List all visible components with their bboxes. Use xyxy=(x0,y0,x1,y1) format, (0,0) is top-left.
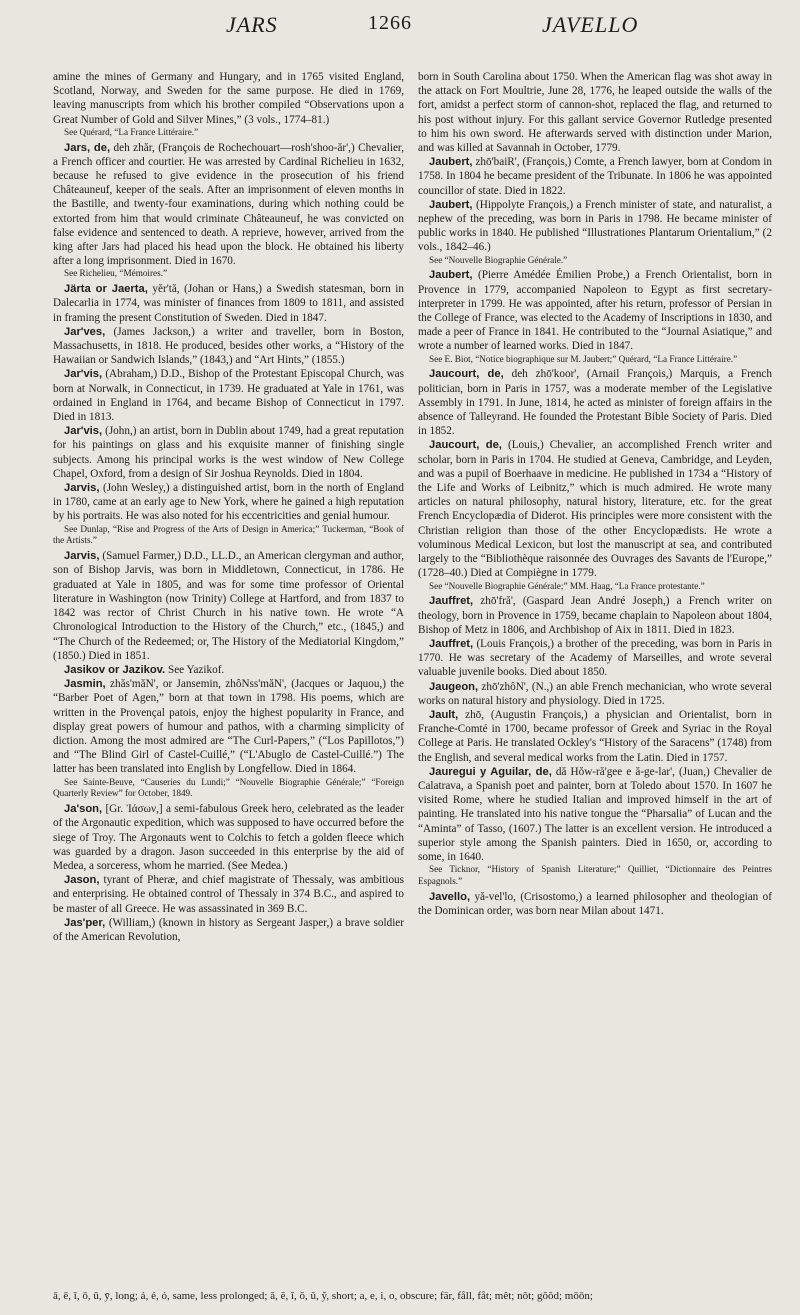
entry-headword: Jaucourt, de, xyxy=(429,368,504,381)
entry-text: born in South Carolina about 1750. When the American flag was shot away in the attack on Fort Moultrie, June 28, 1776, he leaped outside the walls of the fort, amidst a perfect storm of cannon-shot, replaced the flag, and returned to his post without injury. For this gallant service Governor Rutledge presented to him his own sword. He afterwards served with distinction under Marion, and was killed at Savannah in October, 1779. xyxy=(418,71,772,155)
right-column xyxy=(418,70,772,918)
entry-headword: Jar'vis, xyxy=(64,368,103,381)
reference-note: See “Nouvelle Biographie Générale;” MM. Haag, “La France protestante.” xyxy=(429,580,705,591)
entry-headword: Järta or Jaerta, xyxy=(64,283,148,296)
entry-headword: Jar'vis, xyxy=(64,425,103,438)
entry-text: (Pierre Amédée Émilien Probe,) a French Orientalist, born in Provence in 1779, accompanied Napoleon to Egypt as first secretary-interpreter in 1799. He was appointed, after his return, professor of Persian in the College of France, was elected to the Academy of Inscriptions in 1830, and made a peer of France in 1841. He contributed to the “Journal Asiatique,” and wrote a number of learned works. Died in 1847. xyxy=(418,269,772,353)
entry-text: yĕr'tă, (Johan or Hans,) a Swedish statesman, born in Dalecarlia in 1774, was minister of finances from 1809 to 1811, and assisted in framing the present Constitution of Sweden. Died in 1847. xyxy=(53,283,404,324)
left-column xyxy=(53,70,404,944)
entry-headword: Jaubert, xyxy=(429,198,473,211)
dictionary-entry xyxy=(53,677,404,776)
pronunciation-key-footer: ā, ē, ī, ō, ū, ȳ, long; ả, ẻ, ỏ, same, less prolonged; ă, ĕ, ĭ, ŏ, ŭ, y̆, short; a, e, i, o, obscure; fär, fåll, fåt; mêt; nôt; gŏŏd; mōōn; xyxy=(53,1290,593,1302)
dictionary-entry xyxy=(53,424,404,481)
reference-note: See Quérard, “La France Littéraire.” xyxy=(64,126,199,137)
page-number: 1266 xyxy=(368,12,412,34)
entry-headword: Jar'ves, xyxy=(64,325,106,338)
entry-text: amine the mines of Germany and Hungary, and in 1765 visited England, Scotland, Norway, and Sweden for the same purpose. He died in 1769, leaving manuscripts from which his brother compiled “Observations upon a Great Number of Gold and Silver Mines,” (3 vols., 1774–81.) xyxy=(53,71,404,126)
dictionary-entry xyxy=(418,594,772,637)
entry-text: dă Hŏw-ră'gee e ă-ge-lar', (Juan,) Chevalier de Calatrava, a Spanish poet and painter, born at Toledo about 1570. In 1607 he visited Rome, where he studied Italian and improved himself in the art of painting. He translated into his native tongue the “Pharsalia” of Lucan and the “Aminta” of Tasso, (1607.) The latter is an excellent version. He introduced a superior style among the Spanish painters. Died in 1650, or, according to some, in 1640. xyxy=(418,765,772,863)
dictionary-entry xyxy=(53,70,404,127)
dictionary-entry xyxy=(418,637,772,680)
reference-note: See Dunlap, “Rise and Progress of the Arts of Design in America;” Tuckerman, “Book of the Artists.” xyxy=(53,523,404,546)
entry-text: zhō'baiR', (François,) Comte, a French lawyer, born at Condom in 1758. In 1804 he became president of the Tribunate. In 1806 he was appointed councillor of state. Died in 1822. xyxy=(418,156,772,197)
entry-headword: Jas'per, xyxy=(64,916,106,929)
dictionary-entry xyxy=(418,70,772,155)
dictionary-entry xyxy=(53,802,404,873)
dictionary-entry xyxy=(53,916,404,944)
entry-headword: Jauffret, xyxy=(429,637,474,650)
dictionary-entry xyxy=(418,367,772,438)
entry-headword: Jasikov or Jazikov. xyxy=(64,663,166,676)
dictionary-entry xyxy=(53,325,404,368)
dictionary-entry xyxy=(53,282,404,325)
dictionary-entry xyxy=(53,873,404,916)
dictionary-entry xyxy=(53,481,404,524)
header-right-guideword: JAVELLO xyxy=(542,12,639,37)
entry-headword: Jason, xyxy=(64,874,100,887)
entry-text: zhō, (Augustin François,) a physician and Orientalist, born in Franche-Comté in 1700, became professor of Greek and Syriac in the Royal College at Paris. He translated Ockley's “History of the Saracens” (1748) from the English, and several medical works from the Latin. Died in 1757. xyxy=(418,708,772,764)
entry-text: (Louis,) Chevalier, an accomplished French writer and scholar, born in Paris in 1704. He studied at Geneva, Cambridge, and Leyden, and was a pupil of Boerhaave in medicine. He published in 1734 a “History of the Life and Works of Leibnitz,” which is much admired. He wrote many articles on natural philosophy, natural history, literature, etc. for the great French Encyclopædia of Diderot. His principles were more consistent with the Christian religion than those of the other Encyclopædists. He wrote a voluminous Medical Lexicon, but lost the manuscript at sea, and contributed largely to the “Bibliothèque raisonnée des Ouvrages des Savants de l'Europe,” (1728–40.) Died at Compiègne in 1779. xyxy=(418,439,772,580)
entry-text: (John,) an artist, born in Dublin about 1749, had a great reputation for his paintings on glass and his exquisite manner of finishing single subjects. Among his principal works is the west window of New College Chapel, Oxford, from a design of Sir Joshua Reynolds. Died in 1804. xyxy=(53,425,404,480)
dictionary-entry xyxy=(418,708,772,765)
dictionary-entry xyxy=(418,155,772,198)
reference-note: See E. Biot, “Notice biographique sur M. Jaubert;” Quérard, “La France Littéraire.” xyxy=(429,353,738,364)
entry-headword: Jaugeon, xyxy=(429,680,479,693)
dictionary-entry xyxy=(418,680,772,708)
dictionary-entry xyxy=(418,765,772,864)
entry-text: (John Wesley,) a distinguished artist, born in the north of England in 1780, came at an early age to New York, where he gained a high reputation by his portraits. He was also noted for his eccentricities and genial humour. xyxy=(53,482,404,523)
dictionary-entry xyxy=(418,890,772,918)
entry-text: deh zhō'koor', (Arnail François,) Marquis, a French politician, born in Paris in 1757, was a moderate member of the Legislative Assembly in 1791. In June, 1814, he acted as minister of foreign affairs in the absence of Talleyrand. He founded the Protestant Bible Society of Paris. Died in 1852. xyxy=(418,368,772,438)
entry-text: zhō'zhôN', (N.,) an able French mechanician, who wrote several works on natural history and physiology. Died in 1725. xyxy=(418,680,772,707)
reference-note: See Sainte-Beuve, “Causeries du Lundi;” “Nouvelle Biographie Générale;” “Foreign Quarterly Review” for October, 1849. xyxy=(53,776,404,799)
entry-headword: Jasmin, xyxy=(64,678,106,691)
dictionary-entry xyxy=(53,367,404,424)
entry-text: tyrant of Pheræ, and chief magistrate of Thessaly, was ambitious and enterprising. He obtained control of Thessaly in 374 B.C., and aspired to be master of all Greece. He was assassinated in 369 B.C. xyxy=(53,874,404,915)
entry-headword: Jault, xyxy=(429,708,459,721)
entry-text: zhō'fră', (Gaspard Jean André Joseph,) a French writer on theology, born in Provence in 1759, became chaplain to Napoleon about 1804, Bishop of Metz in 1806, and Archbishop of Aix in 1811. Died in 1823. xyxy=(418,595,772,636)
entry-text: (Louis François,) a brother of the preceding, was born in Paris in 1770. He was secretary of the Academy of Marseilles, and wrote several valuable juvenile books. Died about 1850. xyxy=(418,637,772,679)
entry-headword: Ja'son, xyxy=(64,803,103,816)
entry-headword: Jaubert, xyxy=(429,156,473,169)
entry-text: (James Jackson,) a writer and traveller, born in Boston, Massachusetts, in 1818. He produced, besides other works, a “History of the Hawaiian or Sandwich Islands,” (1843,) and “Art Hints,” (1855.) xyxy=(53,325,404,367)
entry-headword: Jauregui y Aguilar, de, xyxy=(429,765,552,778)
dictionary-entry xyxy=(418,198,772,255)
entry-text: (Hippolyte François,) a French minister of state, and naturalist, a nephew of the preceding, was born in Paris in 1798. He became minister of public works in 1840. He published “Illustrationes Plantarum Orientalium,” (2 vols., 1842–46.) xyxy=(418,198,772,254)
entry-headword: Jauffret, xyxy=(429,595,474,608)
entry-text: deh zhăr, (François de Rochechouart—rosh'shoo-ăr',) Chevalier, a French officer and courtier. He was arrested by Cardinal Richelieu in 1632, because he refused to give evidence in the prosecution of his friend Châteauneuf, keeper of the seals. After an imprisonment of eleven months in the Bastille, and twenty-four examinations, during which nothing could be extorted from him that would criminate Châteauneuf, he was convicted on false evidence and sentenced to death. A reprieve, however, arrived from the king after Jars had placed his head upon the block. He obtained his liberty after a long imprisonment. Died in 1670. xyxy=(53,141,404,268)
entry-headword: Jaucourt, de, xyxy=(429,439,502,452)
dictionary-entry xyxy=(418,438,772,580)
header-left-guideword: JARS xyxy=(226,12,278,37)
entry-text: (Abraham,) D.D., Bishop of the Protestant Episcopal Church, was born at Norwalk, in Connecticut, in 1739. He graduated at Yale in 1761, was ordained in England in 1764, and became Bishop of Connecticut in 1797. Died in 1813. xyxy=(53,368,404,424)
dictionary-entry xyxy=(53,141,404,269)
entry-headword: Jarvis, xyxy=(64,550,100,563)
reference-note: See Ticknor, “History of Spanish Literature;” Quilliet, “Dictionnaire des Peintres Espagnols.” xyxy=(418,864,772,886)
entry-text: (William,) (known in history as Sergeant Jasper,) a brave soldier of the American Revolution, xyxy=(53,916,404,943)
entry-headword: Jaubert, xyxy=(429,269,473,282)
entry-text: See Yazikof. xyxy=(165,663,225,676)
entry-headword: Jarvis, xyxy=(64,482,100,495)
dictionary-entry xyxy=(53,549,404,663)
entry-headword: Jars, de, xyxy=(64,141,111,154)
dictionary-entry xyxy=(53,663,404,677)
entry-text: zhăs'măN', or Jansemin, zhôNss'măN', (Jacques or Jaquou,) the “Barber Poet of Agen,” born at that town in 1798. His poems, which are written in the Provençal patois, enjoy the highest popularity in France, and display great powers of humour and pathos, with a charming simplicity of diction. Among the most admired are “The Curl-Papers,” (“Los Papillotos,”) and “The Blind Girl of Castel-Cuillé,” (“L'Abuglo de Castel-Cuillé.”) The latter has been translated into English by Longfellow. Died in 1864. xyxy=(53,678,404,776)
running-header xyxy=(0,12,800,52)
entry-text: [Gr. Ἰάσων,] a semi-fabulous Greek hero, celebrated as the leader of the Argonautic expedition, which was supposed to have occurred before the siege of Troy. The Argonauts went to Colchis to fetch a golden fleece which was guarded by a dragon. Jason succeeded in this enterprise by the aid of Medea, a sorceress, whom he married. (See Medea.) xyxy=(53,803,404,872)
reference-note: See “Nouvelle Biographie Générale.” xyxy=(429,254,568,265)
reference-note: See Richelieu, “Mémoires.” xyxy=(64,268,168,279)
entry-headword: Javello, xyxy=(429,890,471,903)
entry-text: yă-vel'lo, (Crisostomo,) a learned philosopher and theologian of the Dominican order, was born near Milan about 1471. xyxy=(418,890,772,917)
dictionary-entry xyxy=(418,268,772,353)
entry-text: (Samuel Farmer,) D.D., LL.D., an American clergyman and author, son of Bishop Jarvis, was born in Middletown, Connecticut, in 1786. He graduated at Yale in 1805, and was for some time professor of Oriental literature in Washington (now Trinity) College at Hartford, and from 1837 to 1842 was rector of Christ Church in his native town. He wrote “A Chronological Introduction to the History of the Church,” etc., (1845,) and “The Church of the Redeemed; or, The History of the Mediatorial Kingdom,” (1850.) Died in 1851. xyxy=(53,550,404,662)
